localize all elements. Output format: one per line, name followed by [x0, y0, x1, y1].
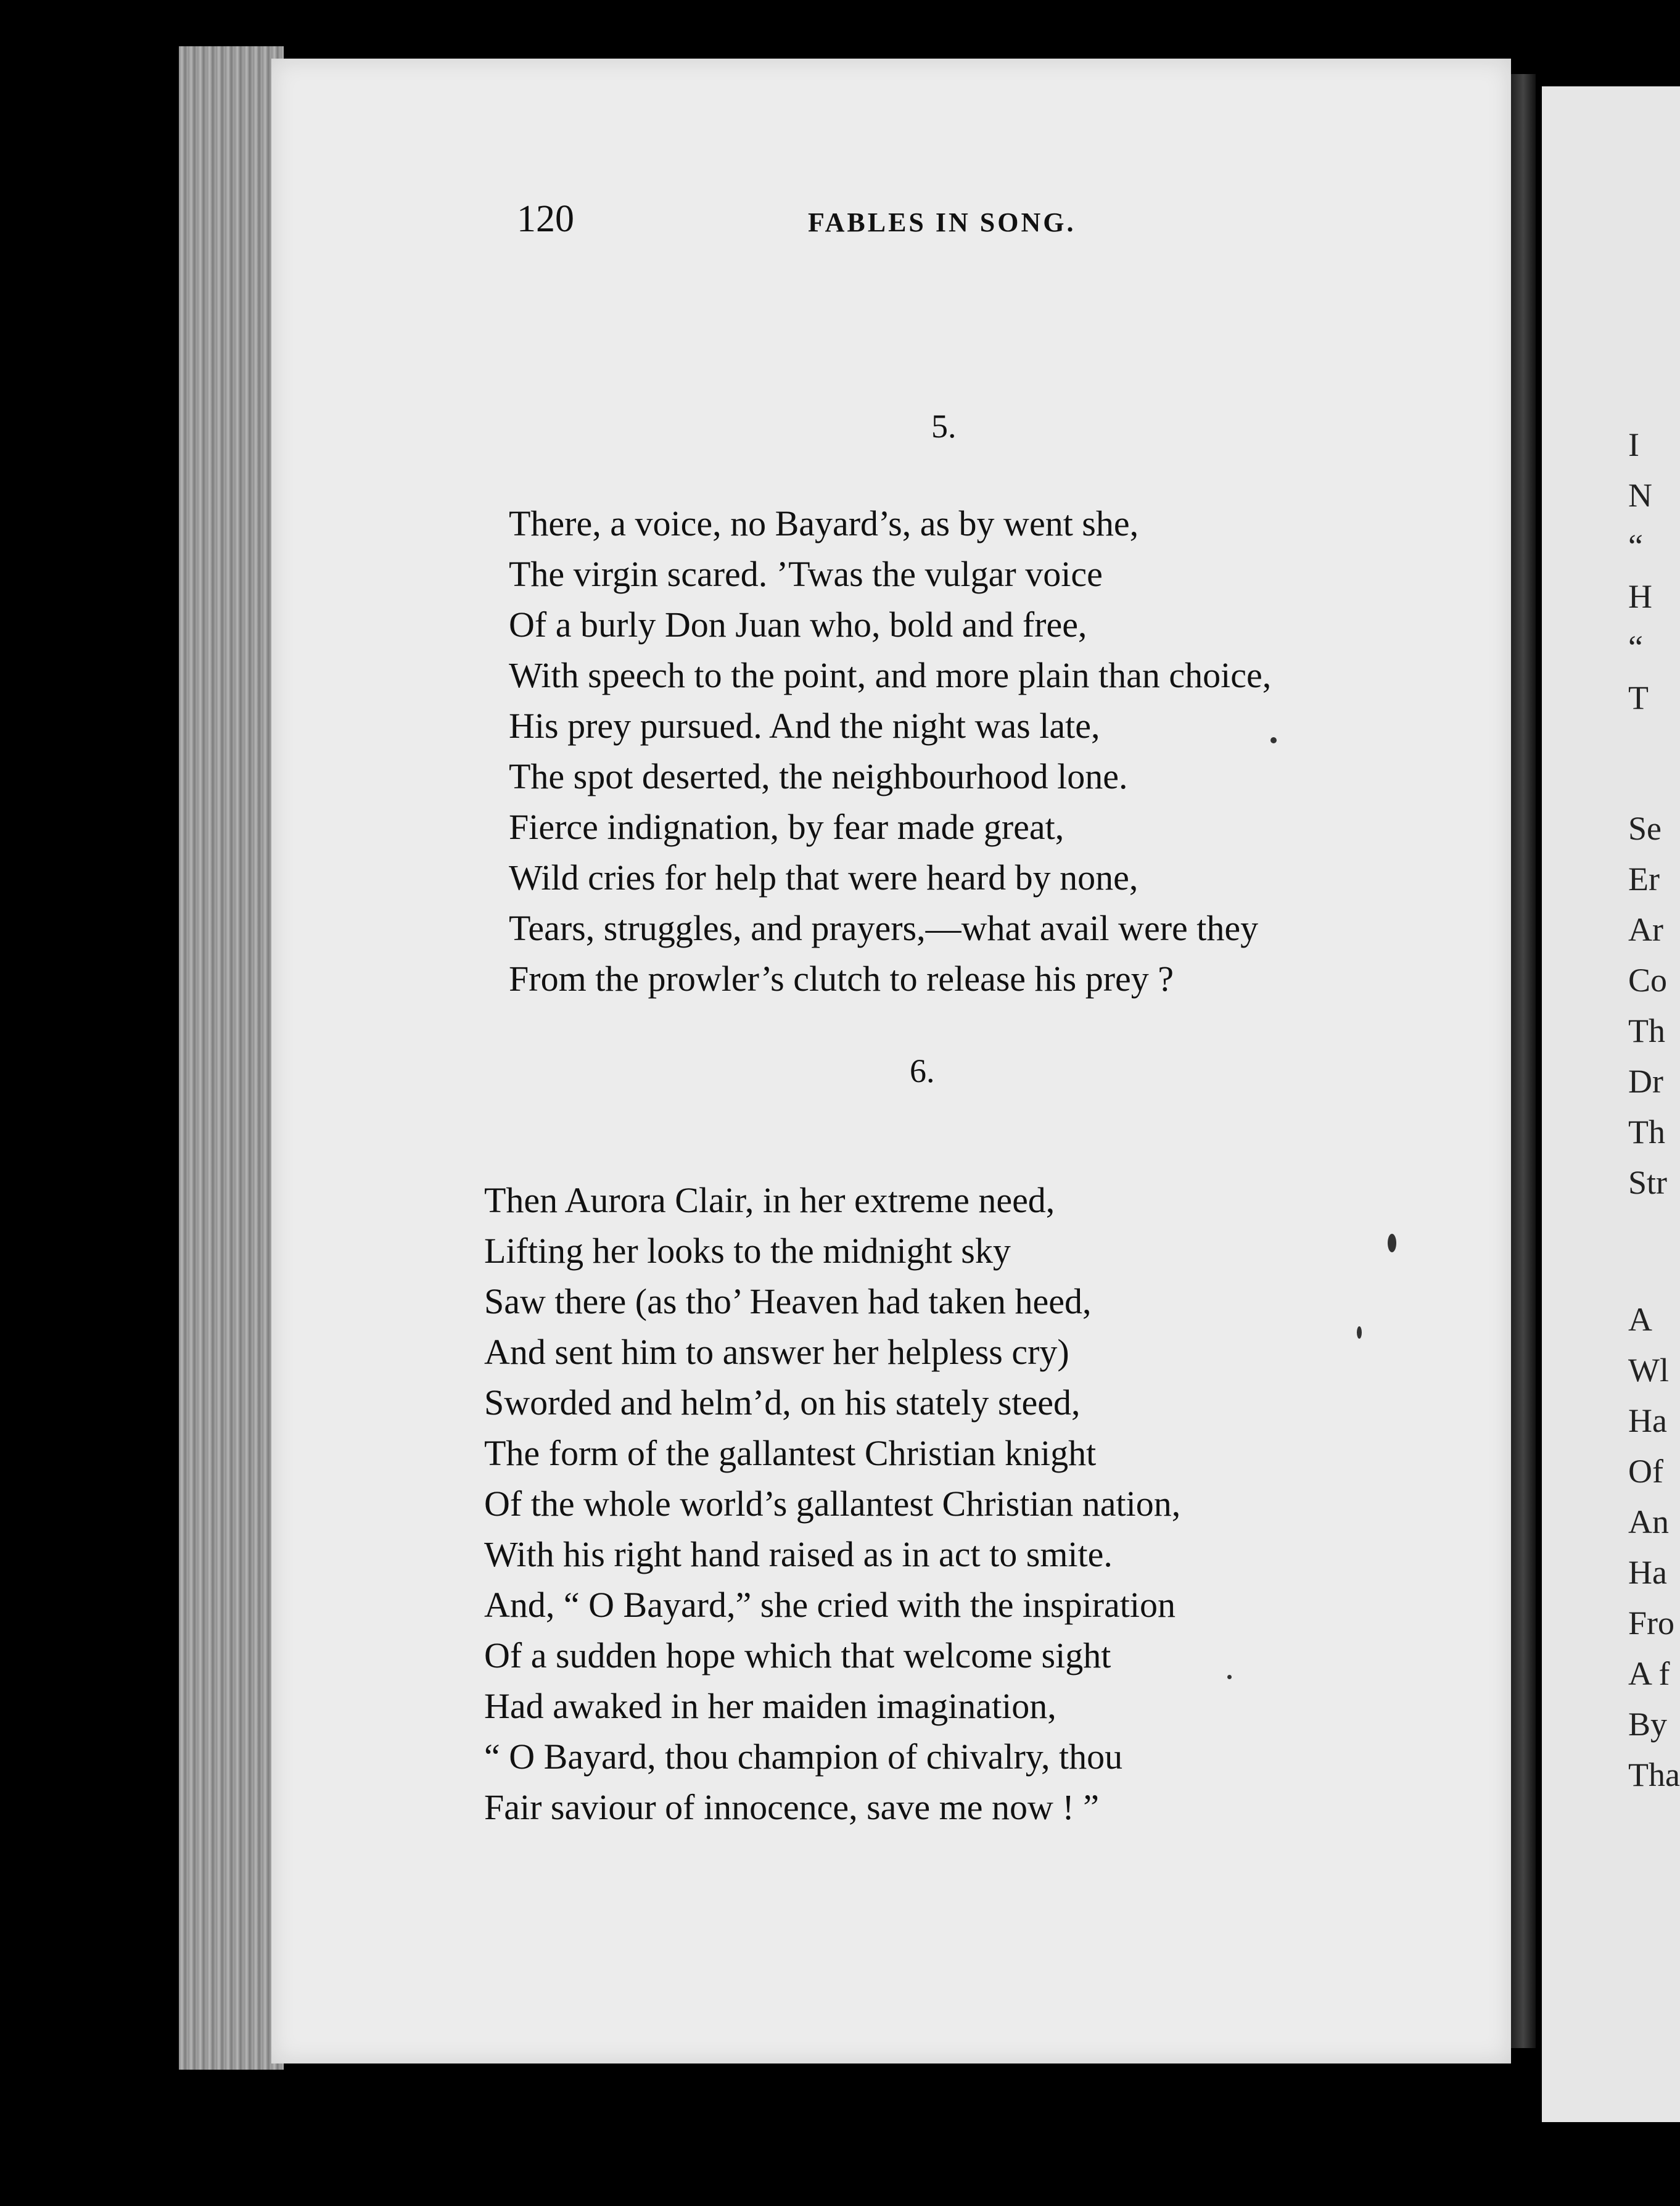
stanza-5-verse — [509, 498, 1271, 1004]
verse-line: Fair saviour of innocence, save me now ! ” — [484, 1787, 1099, 1827]
verse-line: “ O Bayard, thou champion of chivalry, thou — [484, 1737, 1123, 1777]
verse-line: Sworded and helm’d, on his stately steed, — [484, 1382, 1081, 1423]
running-title: FABLES IN SONG. — [808, 207, 1076, 238]
facing-line-start: Ha — [1628, 1554, 1667, 1591]
verse-line: Had awaked in her maiden imagination, — [484, 1686, 1056, 1726]
verse-line: And sent him to answer her helpless cry) — [484, 1332, 1069, 1372]
scan-speck — [1270, 737, 1277, 743]
page-header — [0, 197, 1680, 253]
stanza-number: 6. — [910, 1052, 935, 1089]
verse-line: The form of the gallantest Christian knight — [484, 1433, 1097, 1473]
scan-speck — [1227, 1675, 1232, 1679]
facing-line-start: Tha — [1628, 1756, 1680, 1793]
verse-line: The spot deserted, the neighbourhood lone. — [509, 756, 1128, 796]
facing-line-start: Dr — [1628, 1063, 1663, 1100]
verse-line: With his right hand raised as in act to smite. — [484, 1534, 1113, 1574]
facing-line-start: N — [1628, 477, 1652, 514]
verse-line: The virgin scared. ’Twas the vulgar voice — [509, 554, 1103, 594]
verse-line: Tears, struggles, and prayers,—what avail were they — [509, 908, 1259, 948]
verse-line: Fierce indignation, by fear made great, — [509, 807, 1064, 847]
facing-line-start: Th — [1628, 1012, 1665, 1049]
verse-line: There, a voice, no Bayard’s, as by went she, — [509, 503, 1139, 543]
verse-line: Of a sudden hope which that welcome sight — [484, 1635, 1111, 1675]
facing-line-start: Ha — [1628, 1402, 1667, 1439]
facing-line-start: Se — [1628, 810, 1661, 847]
scan-speck — [1357, 1326, 1362, 1339]
facing-line-start: A — [1628, 1301, 1652, 1338]
page-number: 120 — [517, 198, 574, 240]
facing-line-start: Ar — [1628, 911, 1663, 948]
facing-line-start: “ — [1628, 629, 1643, 666]
facing-line-start: Co — [1628, 962, 1668, 999]
verse-line: Of the whole world’s gallantest Christian nation, — [484, 1484, 1181, 1524]
facing-line-start: Wl — [1628, 1352, 1669, 1389]
facing-line-start: “ — [1628, 527, 1643, 564]
verse-line: With speech to the point, and more plain than choice, — [509, 655, 1272, 695]
facing-line-start: A f — [1628, 1655, 1670, 1692]
verse-line: Of a burly Don Juan who, bold and free, — [509, 605, 1087, 645]
facing-line-start: Er — [1628, 861, 1660, 898]
verse-line: Wild cries for help that were heard by none, — [509, 857, 1139, 898]
facing-line-start: I — [1628, 426, 1639, 463]
verse-line: And, “ O Bayard,” she cried with the inspiration — [484, 1585, 1176, 1625]
facing-line-start: Of — [1628, 1453, 1663, 1490]
stanza-number: 5. — [931, 408, 957, 445]
stanza-6-verse — [484, 1175, 1180, 1833]
facing-line-start: Th — [1628, 1113, 1665, 1151]
facing-line-start: T — [1628, 679, 1649, 716]
verse-line: Then Aurora Clair, in her extreme need, — [484, 1180, 1055, 1220]
facing-page-text — [1628, 426, 1680, 1794]
page-edges — [179, 46, 284, 2070]
verse-line: His prey pursued. And the night was late, — [509, 706, 1100, 746]
facing-line-start: By — [1628, 1706, 1668, 1743]
facing-line-start: An — [1628, 1503, 1669, 1540]
verse-line: Saw there (as tho’ Heaven had taken heed, — [484, 1281, 1092, 1321]
facing-line-start: H — [1628, 578, 1652, 615]
scan-speck — [1388, 1234, 1396, 1252]
book-gutter — [1511, 74, 1536, 2048]
facing-line-start: Fro — [1628, 1605, 1675, 1642]
facing-line-start: Str — [1628, 1164, 1668, 1201]
verse-line: Lifting her looks to the midnight sky — [484, 1231, 1011, 1271]
verse-line: From the prowler’s clutch to release his prey ? — [509, 959, 1174, 999]
